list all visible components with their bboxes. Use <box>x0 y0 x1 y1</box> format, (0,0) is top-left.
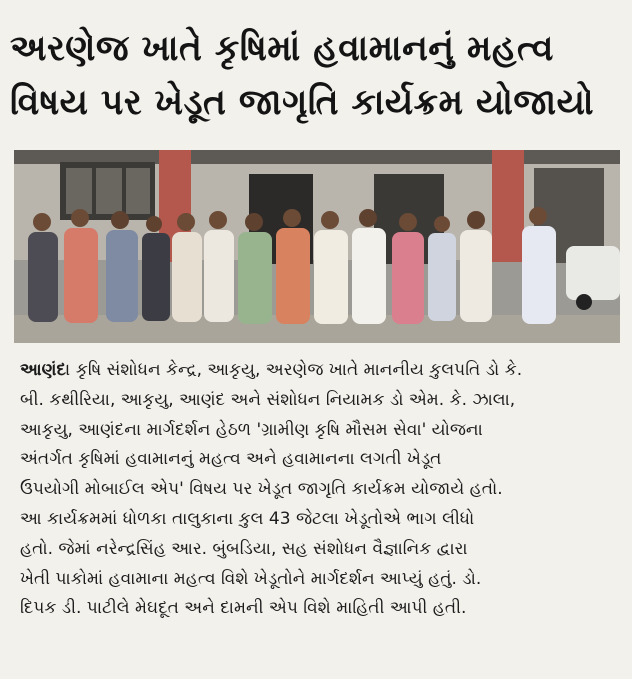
article-line-1: આણંદ। કૃષિ સંશોધન કેન્દ્ર, આકૃયુ, અરણેજ ખાતે માનનીય કુલપતિ ડો કે. <box>20 360 523 380</box>
dateline: આણંદ <box>20 360 66 380</box>
article-line-3: આકૃયુ, આણંદના માર્ગદર્શન હેઠળ 'ગ્રામીણ કૃષિ મૌસમ સેવા' યોજના <box>20 419 483 440</box>
article-line-7: હતો. જેમાં નરેન્દ્રસિંહ આર. બુંબડિયા, સહ સંશોધન વૈજ્ઞાનિક દ્વારા <box>20 538 468 559</box>
article-line-5: ઉપયોગી મોબાઈલ એપ' વિષય પર ખેડૂત જાગૃતિ કાર્યક્રમ યોજાયે હતો. <box>20 479 503 500</box>
group-photo-of-farmers-icon <box>14 150 620 343</box>
article-line-6: આ કાર્યક્રમમાં ધોળકા તાલુકાના કુલ 43 જેટલા ખેડૂતોએ ભાગ લીધો <box>20 508 475 529</box>
article-body <box>20 356 618 624</box>
article-line-8: ખેતી પાકોમાં હવામાના મહત્વ વિશે ખેડૂતોને માર્ગદર્શન આપ્યું હતું. ડો. <box>20 568 482 589</box>
headline <box>10 22 622 130</box>
headline-line-2: વિષય પર ખેડૂત જાગૃતિ કાર્યક્રમ યોજાયો <box>10 82 595 123</box>
headline-line-1: અરણેજ ખાતે કૃષિમાં હવામાનનું મહત્વ <box>10 28 554 69</box>
article-line-4: અંતર્ગત કૃષિમાં હવામાનનું મહત્વ અને હવામાનના લગતી ખેડૂત <box>20 449 442 470</box>
article-line-2: બી. કથીરિયા, આકૃયુ, આણંદ અને સંશોધન નિયામક ડો એમ. કે. ઝાલા, <box>20 389 516 410</box>
article-line-9: દિપક ડી. પાટીલે મેઘદૂત અને દામની એપ વિશે માહિતી આપી હતી. <box>20 598 467 619</box>
group-photo <box>14 150 620 343</box>
